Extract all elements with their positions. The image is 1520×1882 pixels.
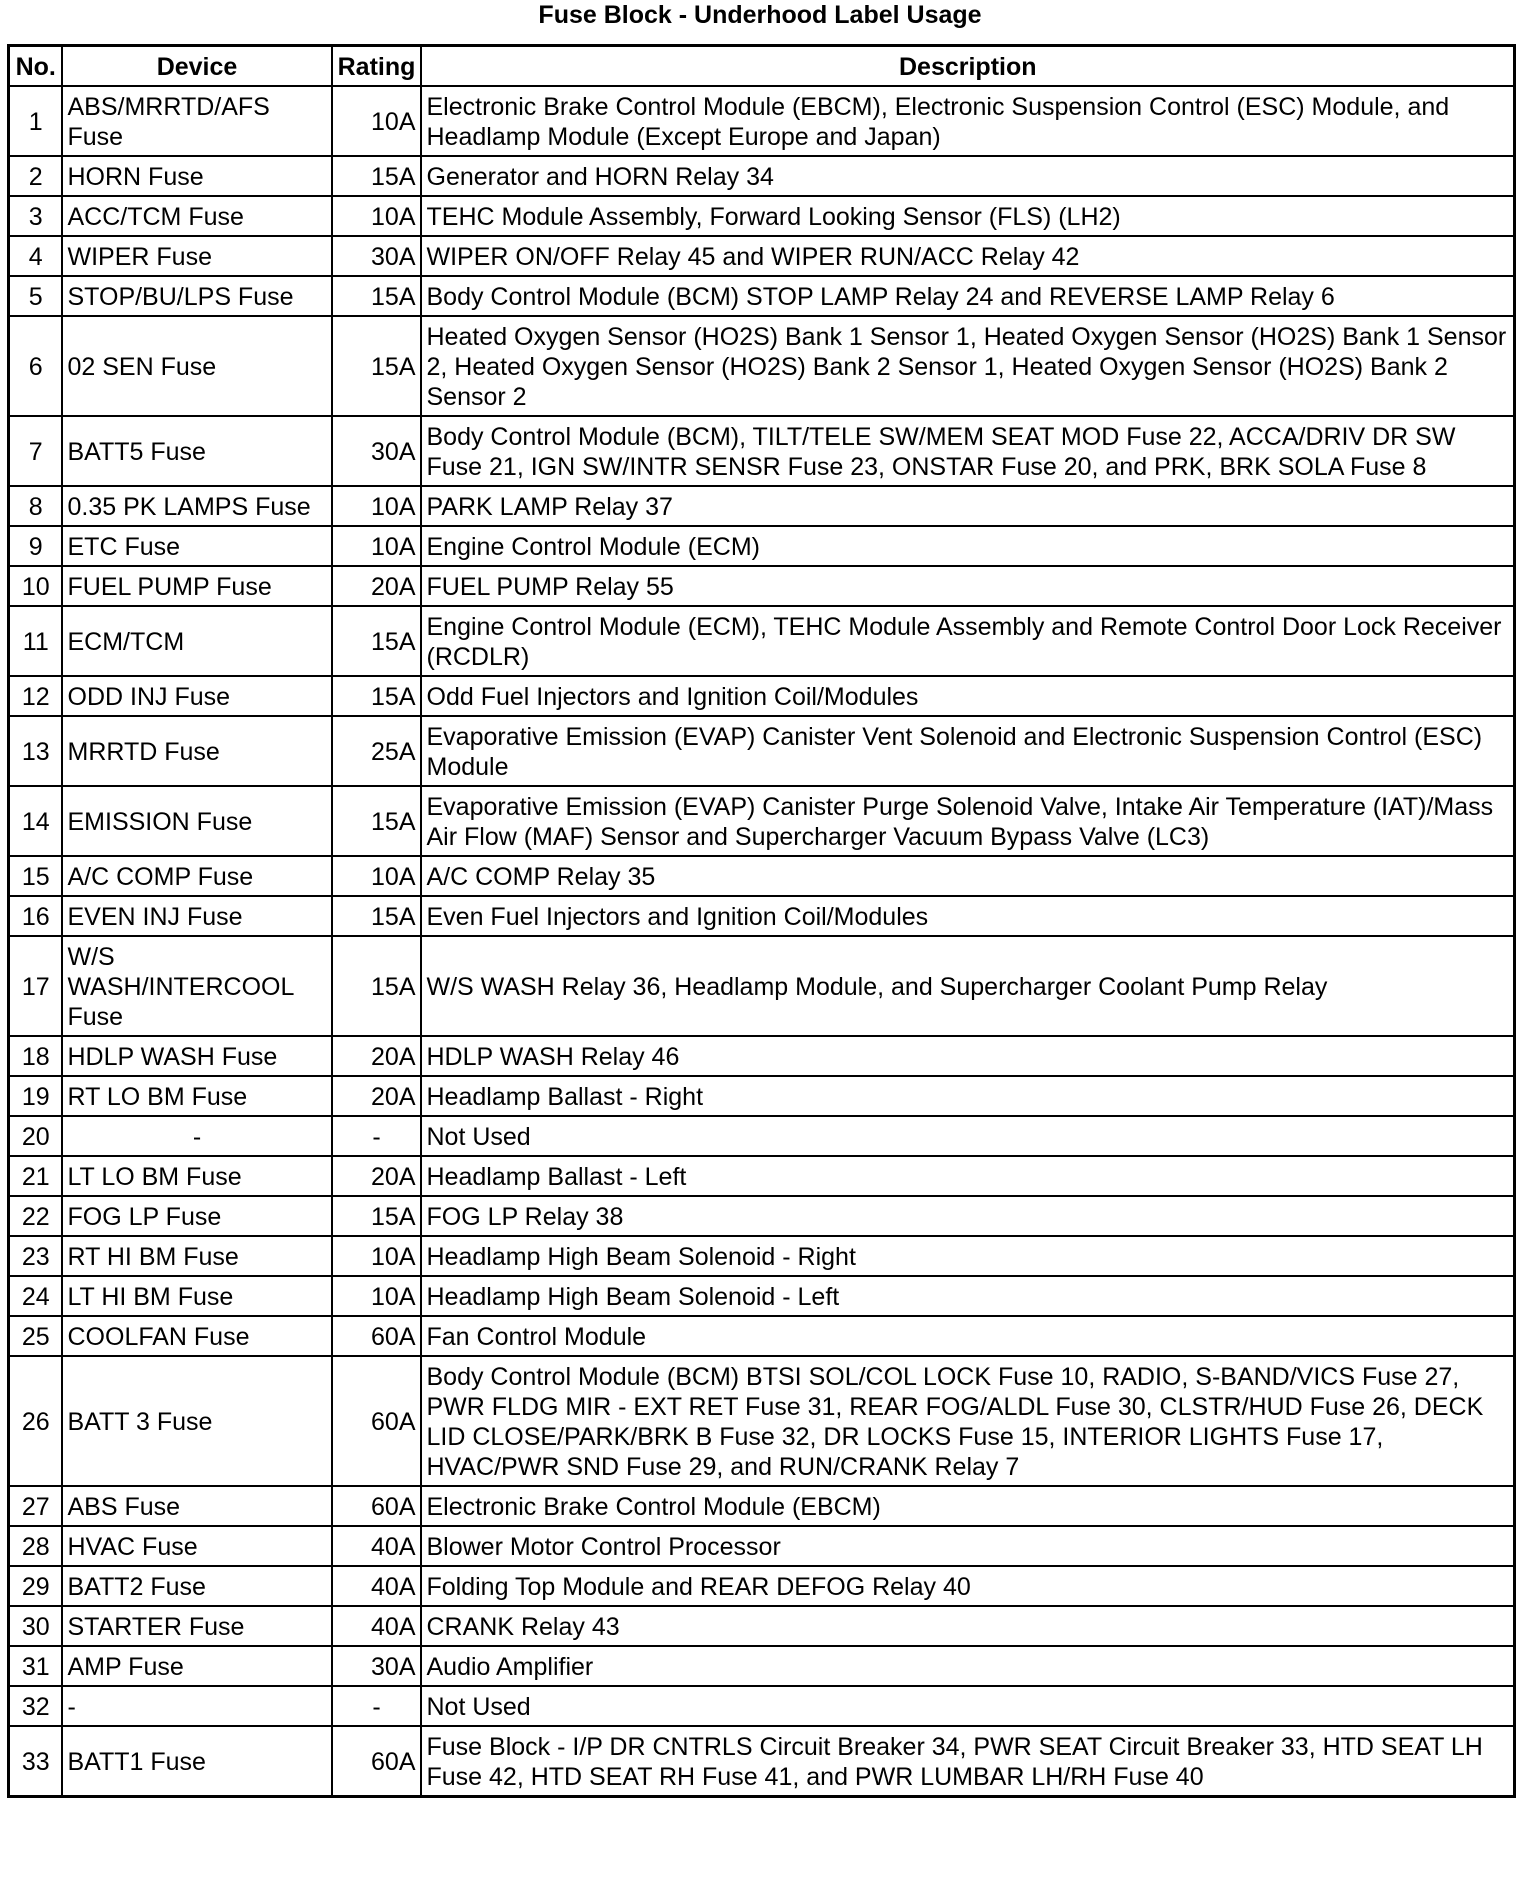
fuse-description: Generator and HORN Relay 34: [421, 156, 1515, 196]
fuse-rating: 20A: [332, 1076, 421, 1116]
fuse-number: 11: [9, 606, 62, 676]
fuse-device: -: [62, 1116, 332, 1156]
fuse-description: Headlamp High Beam Solenoid - Left: [421, 1276, 1515, 1316]
fuse-number: 2: [9, 156, 62, 196]
fuse-number: 3: [9, 196, 62, 236]
fuse-description: A/C COMP Relay 35: [421, 856, 1515, 896]
fuse-rating: 10A: [332, 1236, 421, 1276]
fuse-device: COOLFAN Fuse: [62, 1316, 332, 1356]
fuse-rating: 60A: [332, 1356, 421, 1486]
fuse-number: 23: [9, 1236, 62, 1276]
fuse-number: 21: [9, 1156, 62, 1196]
fuse-number: 19: [9, 1076, 62, 1116]
fuse-description: Odd Fuel Injectors and Ignition Coil/Modules: [421, 676, 1515, 716]
fuse-rating: 15A: [332, 316, 421, 416]
fuse-rating: 60A: [332, 1486, 421, 1526]
fuse-device: 02 SEN Fuse: [62, 316, 332, 416]
table-row: [9, 1276, 1515, 1316]
fuse-number: 12: [9, 676, 62, 716]
table-row: [9, 1356, 1515, 1486]
fuse-rating: 15A: [332, 1196, 421, 1236]
fuse-device: FUEL PUMP Fuse: [62, 566, 332, 606]
fuse-description: HDLP WASH Relay 46: [421, 1036, 1515, 1076]
fuse-rating: 15A: [332, 676, 421, 716]
fuse-rating: 15A: [332, 936, 421, 1036]
fuse-description: Evaporative Emission (EVAP) Canister Purge Solenoid Valve, Intake Air Temperature (IAT)/Mass Air Flow (MAF) Sensor and Supercharger Vacuum Bypass Valve (LC3): [421, 786, 1515, 856]
fuse-number: 26: [9, 1356, 62, 1486]
table-row: [9, 716, 1515, 786]
table-row: [9, 316, 1515, 416]
table-row: [9, 936, 1515, 1036]
fuse-device: HDLP WASH Fuse: [62, 1036, 332, 1076]
fuse-description: PARK LAMP Relay 37: [421, 486, 1515, 526]
table-row: [9, 1486, 1515, 1526]
fuse-rating: 40A: [332, 1526, 421, 1566]
table-row: [9, 156, 1515, 196]
table-row: [9, 1076, 1515, 1116]
fuse-number: 16: [9, 896, 62, 936]
fuse-rating: 10A: [332, 486, 421, 526]
table-row: [9, 786, 1515, 856]
fuse-rating: 60A: [332, 1726, 421, 1797]
fuse-device: ETC Fuse: [62, 526, 332, 566]
table-row: [9, 1196, 1515, 1236]
fuse-device: BATT5 Fuse: [62, 416, 332, 486]
table-row: [9, 1316, 1515, 1356]
fuse-description: Blower Motor Control Processor: [421, 1526, 1515, 1566]
table-row: [9, 856, 1515, 896]
fuse-number: 22: [9, 1196, 62, 1236]
table-row: [9, 196, 1515, 236]
fuse-description: TEHC Module Assembly, Forward Looking Sensor (FLS) (LH2): [421, 196, 1515, 236]
fuse-device: HORN Fuse: [62, 156, 332, 196]
fuse-rating: 30A: [332, 236, 421, 276]
table-row: [9, 416, 1515, 486]
table-row: [9, 1116, 1515, 1156]
fuse-rating: -: [332, 1686, 421, 1726]
fuse-device: EMISSION Fuse: [62, 786, 332, 856]
fuse-device: BATT1 Fuse: [62, 1726, 332, 1797]
fuse-number: 17: [9, 936, 62, 1036]
fuse-device: 0.35 PK LAMPS Fuse: [62, 486, 332, 526]
fuse-number: 13: [9, 716, 62, 786]
fuse-number: 1: [9, 86, 62, 156]
fuse-rating: 40A: [332, 1606, 421, 1646]
fuse-rating: 15A: [332, 896, 421, 936]
fuse-number: 15: [9, 856, 62, 896]
fuse-description: Electronic Brake Control Module (EBCM): [421, 1486, 1515, 1526]
fuse-table: [7, 44, 1516, 1798]
fuse-device: AMP Fuse: [62, 1646, 332, 1686]
table-row: [9, 566, 1515, 606]
fuse-device: -: [62, 1686, 332, 1726]
fuse-number: 6: [9, 316, 62, 416]
fuse-rating: 10A: [332, 196, 421, 236]
fuse-device: LT HI BM Fuse: [62, 1276, 332, 1316]
table-row: [9, 606, 1515, 676]
table-body: [9, 86, 1515, 1797]
fuse-number: 27: [9, 1486, 62, 1526]
fuse-number: 28: [9, 1526, 62, 1566]
fuse-number: 32: [9, 1686, 62, 1726]
fuse-device: HVAC Fuse: [62, 1526, 332, 1566]
fuse-number: 14: [9, 786, 62, 856]
table-row: [9, 896, 1515, 936]
fuse-description: Evaporative Emission (EVAP) Canister Vent Solenoid and Electronic Suspension Control (ESC) Module: [421, 716, 1515, 786]
page-title: Fuse Block - Underhood Label Usage: [538, 1, 982, 29]
table-row: [9, 1566, 1515, 1606]
fuse-number: 4: [9, 236, 62, 276]
header-rating: Rating: [332, 46, 421, 87]
fuse-description: Engine Control Module (ECM), TEHC Module Assembly and Remote Control Door Lock Receiver (RCDLR): [421, 606, 1515, 676]
fuse-description: WIPER ON/OFF Relay 45 and WIPER RUN/ACC Relay 42: [421, 236, 1515, 276]
fuse-number: 8: [9, 486, 62, 526]
fuse-number: 30: [9, 1606, 62, 1646]
fuse-rating: 30A: [332, 1646, 421, 1686]
table-row: [9, 1686, 1515, 1726]
fuse-description: Even Fuel Injectors and Ignition Coil/Modules: [421, 896, 1515, 936]
fuse-description: FUEL PUMP Relay 55: [421, 566, 1515, 606]
fuse-description: Not Used: [421, 1686, 1515, 1726]
fuse-description: Headlamp Ballast - Right: [421, 1076, 1515, 1116]
fuse-description: Engine Control Module (ECM): [421, 526, 1515, 566]
fuse-description: CRANK Relay 43: [421, 1606, 1515, 1646]
fuse-device: W/S WASH/INTERCOOL Fuse: [62, 936, 332, 1036]
fuse-number: 9: [9, 526, 62, 566]
fuse-rating: 15A: [332, 276, 421, 316]
fuse-description: Audio Amplifier: [421, 1646, 1515, 1686]
fuse-rating: 20A: [332, 566, 421, 606]
fuse-number: 33: [9, 1726, 62, 1797]
fuse-description: Not Used: [421, 1116, 1515, 1156]
fuse-description: Body Control Module (BCM) STOP LAMP Relay 24 and REVERSE LAMP Relay 6: [421, 276, 1515, 316]
fuse-device: A/C COMP Fuse: [62, 856, 332, 896]
fuse-device: EVEN INJ Fuse: [62, 896, 332, 936]
fuse-device: ACC/TCM Fuse: [62, 196, 332, 236]
table-row: [9, 276, 1515, 316]
fuse-rating: 15A: [332, 606, 421, 676]
fuse-description: FOG LP Relay 38: [421, 1196, 1515, 1236]
fuse-description: Folding Top Module and REAR DEFOG Relay 40: [421, 1566, 1515, 1606]
fuse-rating: -: [332, 1116, 421, 1156]
fuse-description: Body Control Module (BCM), TILT/TELE SW/MEM SEAT MOD Fuse 22, ACCA/DRIV DR SW Fuse 21, IGN SW/INTR SENSR Fuse 23, ONSTAR Fuse 20, and PRK, BRK SOLA Fuse 8: [421, 416, 1515, 486]
table-row: [9, 1156, 1515, 1196]
fuse-description: Fuse Block - I/P DR CNTRLS Circuit Breaker 34, PWR SEAT Circuit Breaker 33, HTD SEAT LH Fuse 42, HTD SEAT RH Fuse 41, and PWR LUMBAR LH/RH Fuse 40: [421, 1726, 1515, 1797]
fuse-device: ODD INJ Fuse: [62, 676, 332, 716]
fuse-number: 25: [9, 1316, 62, 1356]
fuse-rating: 40A: [332, 1566, 421, 1606]
fuse-number: 31: [9, 1646, 62, 1686]
fuse-device: FOG LP Fuse: [62, 1196, 332, 1236]
table-header-row: [9, 46, 1515, 87]
fuse-description: Fan Control Module: [421, 1316, 1515, 1356]
fuse-description: Body Control Module (BCM) BTSI SOL/COL LOCK Fuse 10, RADIO, S-BAND/VICS Fuse 27, PWR FLDG MIR - EXT RET Fuse 31, REAR FOG/ALDL Fuse 30, CLSTR/HUD Fuse 26, DECK LID CLOSE/PARK/BRK B Fuse 32, DR LOCKS Fuse 15, INTERIOR LIGHTS Fuse 17, HVAC/PWR SND Fuse 29, and RUN/CRANK Relay 7: [421, 1356, 1515, 1486]
header-device: Device: [62, 46, 332, 87]
fuse-number: 24: [9, 1276, 62, 1316]
fuse-number: 7: [9, 416, 62, 486]
fuse-device: STARTER Fuse: [62, 1606, 332, 1646]
fuse-device: RT LO BM Fuse: [62, 1076, 332, 1116]
fuse-number: 29: [9, 1566, 62, 1606]
fuse-description: W/S WASH Relay 36, Headlamp Module, and Supercharger Coolant Pump Relay: [421, 936, 1515, 1036]
fuse-device: ABS/MRRTD/AFS Fuse: [62, 86, 332, 156]
header-description: Description: [421, 46, 1515, 87]
fuse-number: 20: [9, 1116, 62, 1156]
fuse-description: Headlamp Ballast - Left: [421, 1156, 1515, 1196]
table-row: [9, 676, 1515, 716]
table-row: [9, 236, 1515, 276]
fuse-device: BATT2 Fuse: [62, 1566, 332, 1606]
table-row: [9, 486, 1515, 526]
table-row: [9, 86, 1515, 156]
table-row: [9, 1036, 1515, 1076]
fuse-device: STOP/BU/LPS Fuse: [62, 276, 332, 316]
fuse-rating: 10A: [332, 86, 421, 156]
fuse-rating: 20A: [332, 1036, 421, 1076]
fuse-number: 18: [9, 1036, 62, 1076]
table-row: [9, 1646, 1515, 1686]
fuse-rating: 30A: [332, 416, 421, 486]
fuse-device: ECM/TCM: [62, 606, 332, 676]
table-row: [9, 1526, 1515, 1566]
fuse-rating: 15A: [332, 156, 421, 196]
fuse-device: WIPER Fuse: [62, 236, 332, 276]
fuse-device: BATT 3 Fuse: [62, 1356, 332, 1486]
fuse-description: Heated Oxygen Sensor (HO2S) Bank 1 Sensor 1, Heated Oxygen Sensor (HO2S) Bank 1 Sensor 2, Heated Oxygen Sensor (HO2S) Bank 2 Sensor 1, Heated Oxygen Sensor (HO2S) Bank 2 Sensor 2: [421, 316, 1515, 416]
fuse-number: 5: [9, 276, 62, 316]
fuse-device: MRRTD Fuse: [62, 716, 332, 786]
header-no: No.: [9, 46, 62, 87]
fuse-number: 10: [9, 566, 62, 606]
fuse-device: LT LO BM Fuse: [62, 1156, 332, 1196]
table-row: [9, 1606, 1515, 1646]
fuse-rating: 15A: [332, 786, 421, 856]
table-row: [9, 1726, 1515, 1797]
fuse-rating: 10A: [332, 1276, 421, 1316]
fuse-device: ABS Fuse: [62, 1486, 332, 1526]
table-row: [9, 526, 1515, 566]
fuse-description: Headlamp High Beam Solenoid - Right: [421, 1236, 1515, 1276]
fuse-rating: 10A: [332, 856, 421, 896]
fuse-rating: 10A: [332, 526, 421, 566]
fuse-description: Electronic Brake Control Module (EBCM), Electronic Suspension Control (ESC) Module, and Headlamp Module (Except Europe and Japan): [421, 86, 1515, 156]
fuse-rating: 60A: [332, 1316, 421, 1356]
fuse-rating: 20A: [332, 1156, 421, 1196]
fuse-rating: 25A: [332, 716, 421, 786]
fuse-device: RT HI BM Fuse: [62, 1236, 332, 1276]
table-row: [9, 1236, 1515, 1276]
